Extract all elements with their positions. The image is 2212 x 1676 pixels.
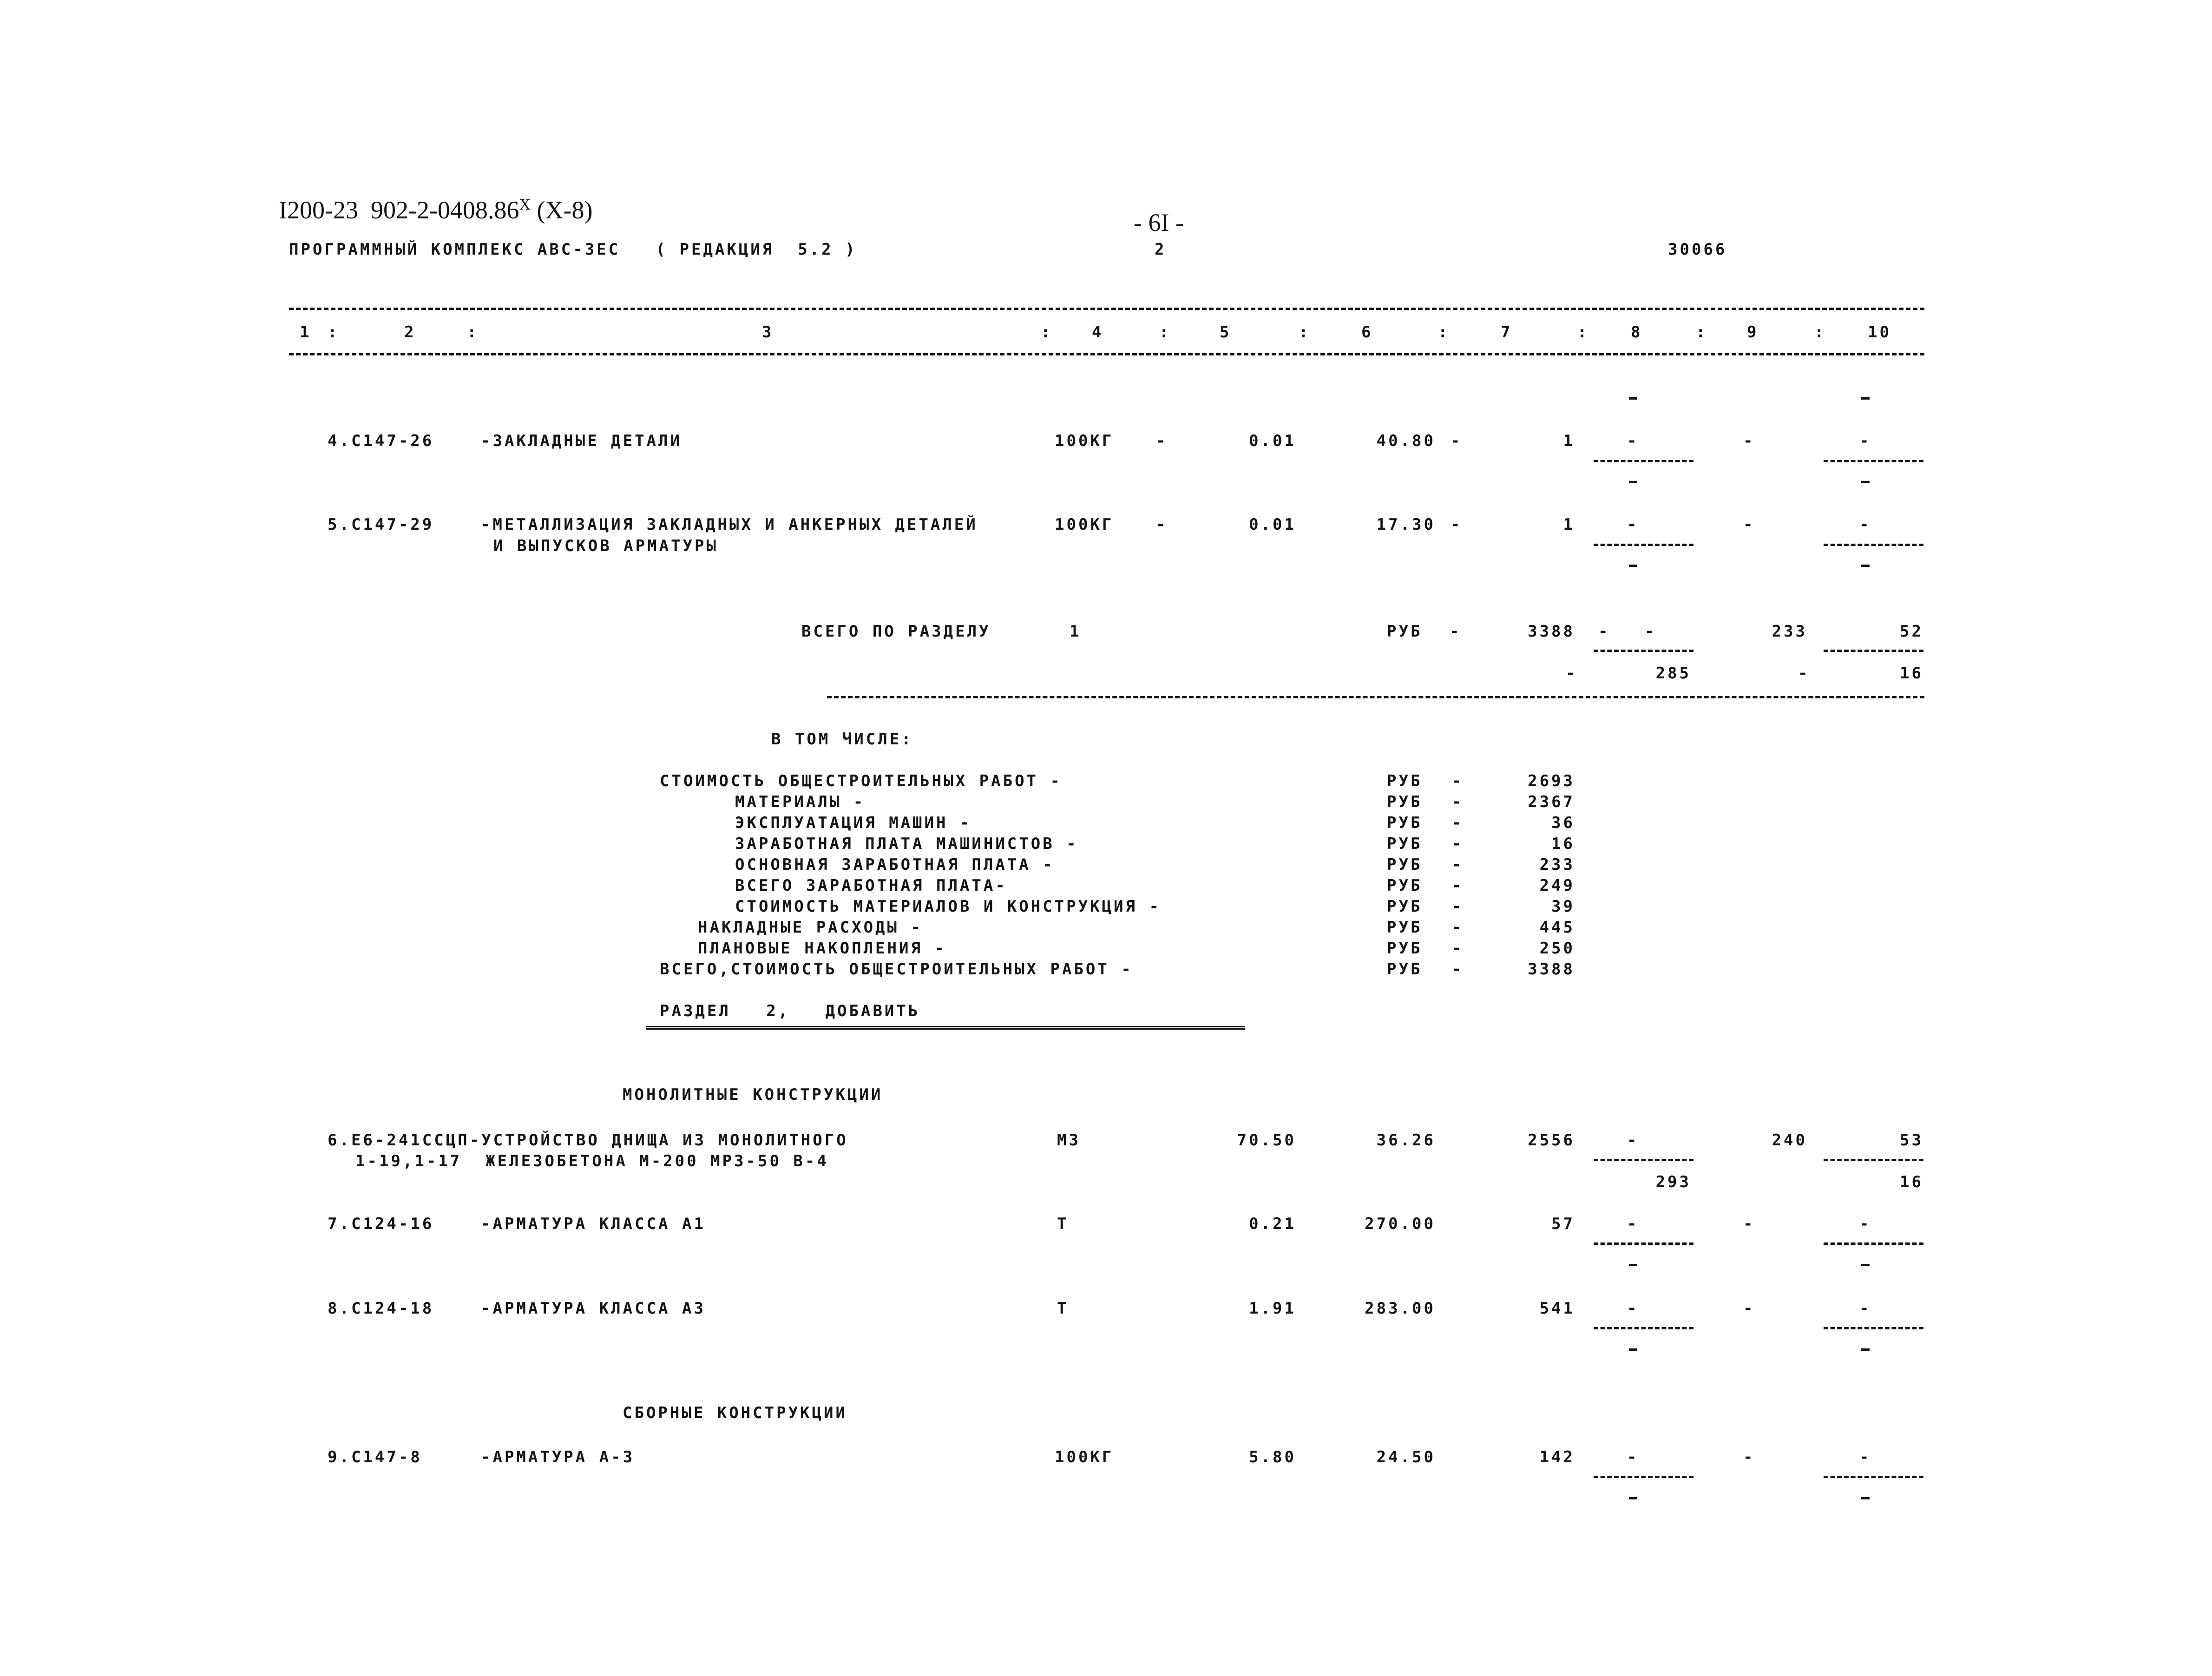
row-price: 40.80: [1376, 432, 1436, 450]
row-position-continued: 1-19,1-17 ЖЕЛЕЗОБЕТОНА М-200 МРЗ-50 В-4: [355, 1152, 829, 1170]
row-price: 283.00: [1365, 1299, 1436, 1318]
col-8: 8: [1631, 323, 1643, 342]
breakdown-label: ПЛАНОВЫЕ НАКОПЛЕНИЯ -: [698, 939, 946, 958]
row-position: 5.С147-29: [328, 515, 434, 534]
col-1: 1: [300, 323, 312, 342]
col-sep: :: [467, 323, 479, 342]
sub-rule: [1594, 1159, 1693, 1161]
col-10: 10: [1868, 323, 1891, 342]
breakdown-value: 445: [1539, 918, 1575, 937]
breakdown-unit: РУБ: [1387, 772, 1423, 790]
row-unit: 100КГ: [1055, 1448, 1114, 1466]
breakdown-unit: РУБ: [1387, 876, 1423, 895]
row-quantity: 1.91: [1249, 1299, 1296, 1318]
breakdown-value: 233: [1539, 855, 1575, 874]
row-col8: -: [1627, 1131, 1639, 1150]
breakdown-value: 2693: [1528, 772, 1575, 790]
breakdown-value: 36: [1551, 814, 1575, 832]
document-code: 30066: [1668, 240, 1727, 259]
col-sep: :: [1696, 323, 1708, 342]
sub-rule: [1824, 1476, 1923, 1478]
breakdown-label: СТОИМОСТЬ ОБЩЕСТРОИТЕЛЬНЫХ РАБОТ -: [660, 772, 1062, 790]
col-5: 5: [1220, 323, 1232, 342]
sub-rule: [1594, 460, 1693, 462]
breakdown-dash: -: [1452, 793, 1464, 811]
row-position: 7.С124-16: [328, 1215, 434, 1233]
row-quantity: 70.50: [1237, 1131, 1296, 1150]
sub-rule: [1824, 650, 1923, 652]
row-unit: 100КГ: [1055, 515, 1114, 534]
col-7: 7: [1501, 323, 1513, 342]
breakdown-label: ВСЕГО,СТОИМОСТЬ ОБЩЕСТРОИТЕЛЬНЫХ РАБОТ -: [660, 960, 1133, 979]
col-sep: :: [1159, 323, 1171, 342]
breakdown-value: 3388: [1528, 960, 1575, 979]
row-dash: [1861, 1264, 1870, 1266]
row-dash: [1861, 481, 1870, 483]
row-dash: [1629, 1348, 1637, 1351]
breakdown-label: ЭКСПЛУАТАЦИЯ МАШИН -: [735, 814, 972, 832]
section-total-row2-dash: -: [1566, 664, 1578, 683]
breakdown-unit: РУБ: [1387, 835, 1423, 853]
section-total-col10-row2: 16: [1900, 664, 1923, 683]
row-col8: -: [1627, 1299, 1639, 1318]
row-col9: -: [1743, 432, 1755, 450]
row-col10: 53: [1900, 1131, 1923, 1150]
subsection-title: МОНОЛИТНЫЕ КОНСТРУКЦИИ: [623, 1085, 883, 1104]
section-total-col8a: -: [1598, 622, 1610, 641]
row-col8: -: [1627, 1215, 1639, 1233]
row-dash: [1629, 1497, 1637, 1499]
breakdown-dash: -: [1452, 897, 1464, 916]
col-9: 9: [1747, 323, 1759, 342]
row-position: 4.С147-26: [328, 432, 434, 450]
row-dash: [1629, 481, 1637, 483]
row-dash: -: [1451, 432, 1463, 450]
page-number: - 6I -: [1134, 209, 1184, 237]
section-total-col9: 233: [1772, 622, 1807, 641]
sheet-number: 2: [1155, 240, 1167, 259]
breakdown-dash: -: [1452, 772, 1464, 790]
sub-rule: [1824, 544, 1923, 546]
row-col9: -: [1743, 1215, 1755, 1233]
breakdown-label: СТОИМОСТЬ МАТЕРИАЛОВ И КОНСТРУКЦИЯ -: [735, 897, 1161, 916]
row-dash: -: [1451, 515, 1463, 534]
row-col9: -: [1743, 1299, 1755, 1318]
row-dash: -: [1156, 432, 1168, 450]
row-col10: -: [1859, 1448, 1871, 1466]
section-total-number: 1: [1070, 622, 1082, 641]
breakdown-unit: РУБ: [1387, 793, 1423, 811]
section-total-col8b: -: [1645, 622, 1657, 641]
section-total-col8-row2: 285: [1655, 664, 1691, 683]
row-total: 2556: [1528, 1131, 1575, 1150]
row-total: 57: [1551, 1215, 1575, 1233]
row-col8-row2: 293: [1655, 1173, 1691, 1191]
breakdown-label: ОСНОВНАЯ ЗАРАБОТНАЯ ПЛАТА -: [735, 855, 1055, 874]
row-col10: -: [1859, 1215, 1871, 1233]
row-price: 36.26: [1376, 1131, 1436, 1150]
section-total-dash: -: [1450, 622, 1462, 641]
row-name: -АРМАТУРА КЛАССА А3: [481, 1299, 706, 1318]
row-dash: [1629, 1264, 1637, 1266]
col-sep: :: [1041, 323, 1053, 342]
row-price: 24.50: [1376, 1448, 1436, 1466]
subsection-title: СБОРНЫЕ КОНСТРУКЦИИ: [623, 1404, 847, 1422]
row-unit: Т: [1057, 1215, 1069, 1233]
row-col9: -: [1743, 515, 1755, 534]
col-sep: :: [328, 323, 340, 342]
col-4: 4: [1092, 323, 1104, 342]
program-line: ПРОГРАММНЫЙ КОМПЛЕКС АВС-3ЕС ( РЕДАКЦИЯ 5.2 ): [289, 240, 857, 259]
row-col9: 240: [1772, 1131, 1807, 1150]
col-3: 3: [762, 323, 774, 342]
breakdown-value: 2367: [1528, 793, 1575, 811]
row-dash: -: [1156, 515, 1168, 534]
row-total: 1: [1563, 432, 1575, 450]
sub-rule: [1594, 544, 1693, 546]
sub-rule: [1594, 1242, 1693, 1245]
row-price: 17.30: [1376, 515, 1436, 534]
row-col9: -: [1743, 1448, 1755, 1466]
section-total-rule: [827, 696, 1924, 698]
section-total-col10: 52: [1900, 622, 1923, 641]
document-number: I200-23 $902-2-0408.86^X$ (X-8): [279, 196, 593, 224]
header-rule-top: [289, 308, 1924, 310]
sub-rule: [1824, 1159, 1923, 1161]
sub-rule: [1594, 650, 1693, 652]
row-quantity: 0.01: [1249, 515, 1296, 534]
col-sep: :: [1438, 323, 1450, 342]
row-dash: [1861, 565, 1870, 567]
col-2: 2: [404, 323, 416, 342]
breakdown-label: ЗАРАБОТНАЯ ПЛАТА МАШИНИСТОВ -: [735, 835, 1078, 853]
breakdown-unit: РУБ: [1387, 939, 1423, 958]
sub-rule: [1594, 1327, 1693, 1329]
row-quantity: 0.21: [1249, 1215, 1296, 1233]
breakdown-dash: -: [1452, 814, 1464, 832]
row-name: -АРМАТУРА А-3: [481, 1448, 635, 1466]
sub-rule: [1824, 1242, 1923, 1245]
row-dash: [1629, 397, 1637, 400]
row-unit: М3: [1057, 1131, 1081, 1150]
breakdown-value: 249: [1539, 876, 1575, 895]
row-quantity: 5.80: [1249, 1448, 1296, 1466]
row-name: -ЗАКЛАДНЫЕ ДЕТАЛИ: [481, 432, 682, 450]
row-col8: -: [1627, 432, 1639, 450]
sub-rule: [1824, 1327, 1923, 1329]
row-position: 6.Е6-241ССЦП-УСТРОЙСТВО ДНИЩА ИЗ МОНОЛИТНОГО: [328, 1131, 848, 1150]
section-2-double-rule: [646, 1026, 1245, 1030]
row-total: 541: [1539, 1299, 1575, 1318]
breakdown-dash: -: [1452, 835, 1464, 853]
breakdown-value: 250: [1539, 939, 1575, 958]
sub-rule: [1594, 1476, 1693, 1478]
breakdown-title: В ТОМ ЧИСЛЕ:: [771, 730, 913, 749]
breakdown-value: 39: [1551, 897, 1575, 916]
row-quantity: 0.01: [1249, 432, 1296, 450]
row-total: 142: [1539, 1448, 1575, 1466]
breakdown-unit: РУБ: [1387, 918, 1423, 937]
row-total: 1: [1563, 515, 1575, 534]
section-total-unit: РУБ: [1387, 622, 1423, 641]
row-col10: -: [1859, 515, 1871, 534]
section-total-value: 3388: [1528, 622, 1575, 641]
row-name-continued: И ВЫПУСКОВ АРМАТУРЫ: [493, 537, 718, 555]
breakdown-unit: РУБ: [1387, 897, 1423, 916]
sub-rule: [1824, 460, 1923, 462]
section-total-label: ВСЕГО ПО РАЗДЕЛУ: [801, 622, 991, 641]
row-col10: -: [1859, 1299, 1871, 1318]
breakdown-unit: РУБ: [1387, 855, 1423, 874]
breakdown-unit: РУБ: [1387, 960, 1423, 979]
row-position: 9.С147-8: [328, 1448, 422, 1466]
section-total-row2-dash: -: [1798, 664, 1810, 683]
breakdown-value: 16: [1551, 835, 1575, 853]
col-sep: :: [1299, 323, 1311, 342]
col-sep: :: [1814, 323, 1826, 342]
row-col8: -: [1627, 1448, 1639, 1466]
breakdown-dash: -: [1452, 939, 1464, 958]
breakdown-dash: -: [1452, 876, 1464, 895]
row-price: 270.00: [1365, 1215, 1436, 1233]
breakdown-unit: РУБ: [1387, 814, 1423, 832]
row-dash: [1629, 565, 1637, 567]
section-2-title: РАЗДЕЛ 2, ДОБАВИТЬ: [660, 1002, 920, 1020]
header-rule-bottom: [289, 353, 1924, 355]
breakdown-label: МАТЕРИАЛЫ -: [735, 793, 866, 811]
col-6: 6: [1361, 323, 1373, 342]
row-name: -АРМАТУРА КЛАССА А1: [481, 1215, 706, 1233]
breakdown-dash: -: [1452, 960, 1464, 979]
row-name: -МЕТАЛЛИЗАЦИЯ ЗАКЛАДНЫХ И АНКЕРНЫХ ДЕТАЛЕЙ: [481, 515, 978, 534]
row-unit: Т: [1057, 1299, 1069, 1318]
breakdown-label: НАКЛАДНЫЕ РАСХОДЫ -: [698, 918, 923, 937]
row-dash: [1861, 397, 1870, 400]
breakdown-dash: -: [1452, 855, 1464, 874]
row-col10: -: [1859, 432, 1871, 450]
row-col10-row2: 16: [1900, 1173, 1923, 1191]
row-unit: 100КГ: [1055, 432, 1114, 450]
breakdown-label: ВСЕГО ЗАРАБОТНАЯ ПЛАТА-: [735, 876, 1007, 895]
row-dash: [1861, 1348, 1870, 1351]
row-col8: -: [1627, 515, 1639, 534]
row-position: 8.С124-18: [328, 1299, 434, 1318]
breakdown-dash: -: [1452, 918, 1464, 937]
row-dash: [1861, 1497, 1870, 1499]
col-sep: :: [1577, 323, 1589, 342]
